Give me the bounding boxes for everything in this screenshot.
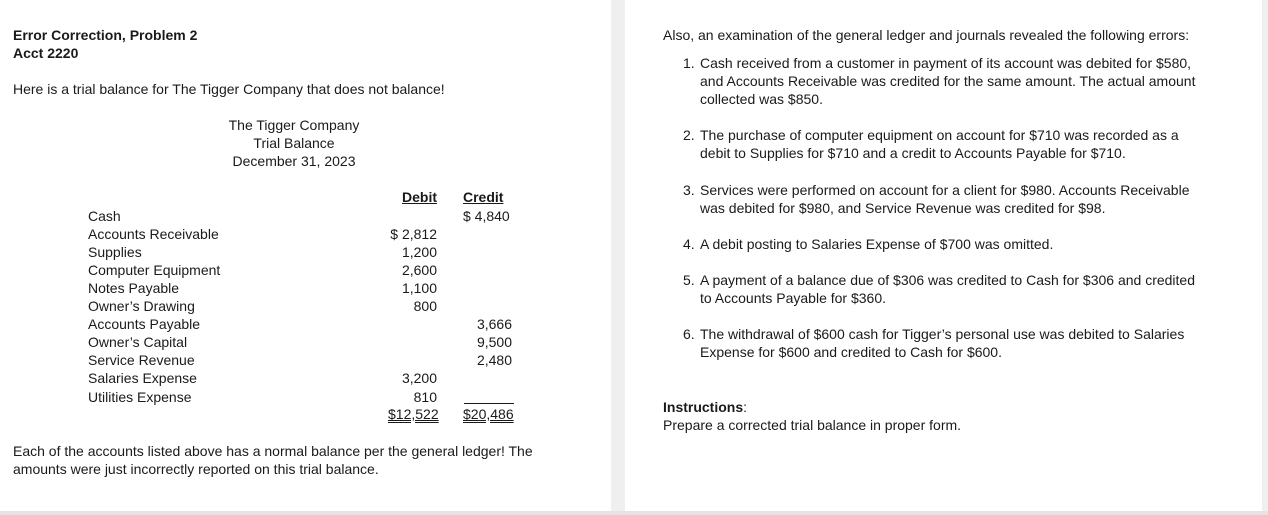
problem-title: Error Correction, Problem 2 — [13, 27, 198, 43]
account-name: Owner’s Capital — [88, 334, 188, 350]
credit-amount: 2,480 — [476, 352, 512, 368]
error-line: Cash received from a customer in payment of its account was debited for $580, — [700, 55, 1192, 71]
error-line: A payment of a balance due of $306 was credited to Cash for $306 and credited — [700, 272, 1195, 288]
account-name: Notes Payable — [88, 280, 180, 296]
error-line: A debit posting to Salaries Expense of $700 was omitted. — [700, 236, 1054, 252]
error-number: 5. — [683, 272, 695, 288]
error-line: was debited for $980, and Service Revenue was credited for $98. — [700, 200, 1106, 216]
debit-column-header: Debit — [402, 189, 437, 205]
bottom-toolbar-strip — [0, 511, 1268, 515]
account-name: Cash — [88, 208, 121, 224]
debit-total: $12,522 — [388, 406, 439, 422]
account-name: Computer Equipment — [88, 262, 221, 278]
debit-amount: 1,200 — [401, 244, 437, 260]
error-number: 4. — [683, 236, 695, 252]
credit-amount: 9,500 — [476, 334, 512, 350]
error-number: 2. — [683, 127, 695, 143]
report-name: Trial Balance — [253, 135, 335, 151]
credit-column-header: Credit — [463, 189, 504, 205]
error-line: Expense for $600 and credited to Cash for $600. — [700, 344, 1002, 360]
instructions-colon: : — [743, 399, 748, 415]
instructions-heading — [663, 398, 747, 416]
account-name: Salaries Expense — [88, 370, 197, 386]
credit-total: $20,486 — [463, 406, 514, 422]
debit-amount: 3,200 — [401, 370, 437, 386]
error-text — [700, 54, 1230, 108]
debit-amount: 800 — [413, 298, 437, 314]
note-line-1: Each of the accounts listed above has a normal balance per the general ledger! The — [13, 443, 533, 459]
error-text — [700, 271, 1230, 307]
course-code: Acct 2220 — [13, 45, 79, 61]
instructions-text: Prepare a corrected trial balance in proper form. — [663, 417, 962, 433]
instructions-label: Instructions — [663, 399, 744, 415]
company-name: The Tigger Company — [228, 117, 360, 133]
error-line: and Accounts Receivable was credited for the same amount. The actual amount — [700, 73, 1196, 89]
error-text — [700, 126, 1230, 162]
error-number: 3. — [683, 182, 695, 198]
debit-amount: $ 2,812 — [390, 226, 437, 242]
error-line: debit to Supplies for $710 and a credit to Accounts Payable for $710. — [700, 145, 1126, 161]
error-text — [700, 181, 1230, 217]
credit-amount: 3,666 — [476, 316, 512, 332]
error-text — [700, 235, 1230, 253]
error-line: collected was $850. — [700, 91, 823, 107]
account-name: Owner’s Drawing — [88, 298, 195, 314]
credit-total-rule — [464, 403, 514, 404]
error-line: to Accounts Payable for $360. — [700, 290, 887, 306]
error-line: The purchase of computer equipment on account for $710 was recorded as a — [700, 127, 1179, 143]
errors-intro: Also, an examination of the general ledger and journals revealed the following errors: — [663, 27, 1190, 43]
error-line: Services were performed on account for a client for $980. Accounts Receivable — [700, 182, 1190, 198]
intro-text: Here is a trial balance for The Tigger Company that does not balance! — [13, 81, 445, 97]
debit-amount: 1,100 — [401, 280, 437, 296]
error-number: 6. — [683, 326, 695, 342]
account-name: Utilities Expense — [88, 389, 192, 405]
account-name: Supplies — [88, 244, 142, 260]
account-name: Accounts Receivable — [88, 226, 219, 242]
credit-amount: $ 4,840 — [463, 208, 510, 224]
note-line-2: amounts were just incorrectly reported on this trial balance. — [13, 461, 379, 477]
error-line: The withdrawal of $600 cash for Tigger’s personal use was debited to Salaries — [700, 326, 1185, 342]
report-date: December 31, 2023 — [232, 153, 356, 169]
account-name: Accounts Payable — [88, 316, 201, 332]
error-number: 1. — [683, 55, 695, 71]
debit-amount: 810 — [413, 389, 437, 405]
error-text — [700, 325, 1230, 361]
debit-amount: 2,600 — [401, 262, 437, 278]
account-name: Service Revenue — [88, 352, 195, 368]
